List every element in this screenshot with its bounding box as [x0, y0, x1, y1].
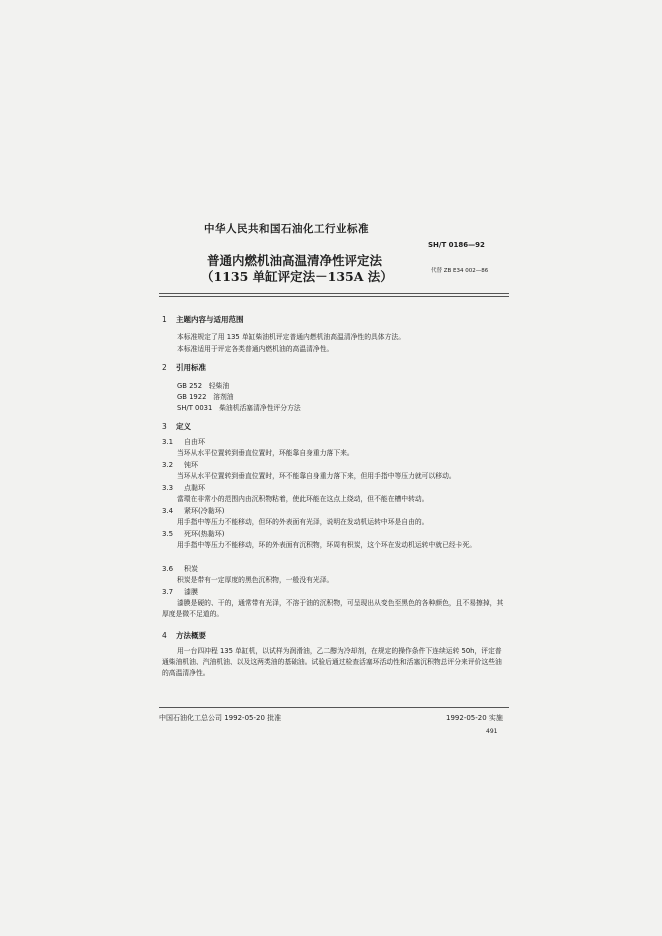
reference-item: GB 1922 溶剂油	[177, 393, 234, 401]
definition-term: 点黏环	[184, 484, 205, 492]
section-title: 方法概要	[176, 631, 206, 640]
implementation-line: 1992-05-20 实施	[446, 714, 503, 722]
definition-text: 當環在非常小的范围内由沉积物粘着，使此环能在这点上绕动，但不能在槽中转动。	[177, 495, 429, 503]
definition-text: 积炭是带有一定厚度的黑色沉积物，一般没有光泽。	[177, 576, 334, 584]
subsection-number: 3.7	[162, 588, 174, 596]
subsection-number: 3.6	[162, 565, 174, 573]
section-2-heading	[162, 362, 206, 373]
definition-3-1-heading	[162, 437, 205, 447]
definition-term: 漆膜	[184, 588, 198, 596]
header-rule-top	[159, 293, 509, 294]
reference-item: GB 252 轻柴油	[177, 382, 230, 390]
definition-3-7-heading	[162, 587, 198, 597]
document-title: 普通内燃机油高温清净性评定法	[207, 253, 383, 268]
section-4-paragraph: 用一台四冲程 135 单缸机，以试样为润滑油，乙二醇为冷却剂，在规定的操作条件下连续运转 50h，评定普通柴油机油、汽油机油、以及这两类油的基础油。试验后通过检查活塞环活动性和活塞沉积物总评分来评价这些油的高温清净性。	[162, 647, 502, 677]
approval-line: 中国石油化工总公司 1992-05-20 批准	[159, 714, 282, 722]
subsection-number: 3.2	[162, 461, 174, 469]
section-1-paragraph-1: 本标准规定了用 135 单缸柴油机评定普通内燃机油高温清净性的具体方法。	[177, 333, 405, 341]
section-number: 4	[162, 631, 167, 640]
standard-code: SH/T 0186—92	[428, 241, 485, 249]
section-number: 1	[162, 315, 167, 324]
replaces-note: 代替 ZB E34 002—86	[431, 268, 489, 274]
section-title: 主题内容与适用范围	[176, 315, 244, 324]
definition-3-4-heading	[162, 506, 224, 516]
subsection-number: 3.1	[162, 438, 174, 446]
section-3-heading	[162, 421, 191, 432]
definition-term: 积炭	[184, 565, 198, 573]
section-1-heading	[162, 314, 244, 325]
definition-term: 钝环	[184, 461, 198, 469]
definition-text: 当环从水平位置转到垂直位置时，环不能靠自身重力落下来，但用手指中等压力就可以移动。	[177, 472, 456, 480]
definition-3-6-heading	[162, 564, 198, 574]
standard-category: 中华人民共和国石油化工行业标准	[204, 223, 369, 235]
document-subtitle: （1135 单缸评定法－135A 法）	[201, 269, 393, 284]
definition-text: 当环从水平位置转到垂直位置时，环能靠自身重力落下来。	[177, 449, 354, 457]
definition-term: 自由环	[184, 438, 205, 446]
definition-text: 用手指中等压力不能移动，但环的外表面有光泽，说明在发动机运转中环是自由的。	[177, 518, 429, 526]
section-number: 3	[162, 422, 167, 431]
reference-item: SH/T 0031 柴油机活塞清净性评分方法	[177, 404, 301, 412]
footer-rule	[159, 707, 509, 708]
page-number: 491	[486, 728, 498, 735]
definition-3-5-heading	[162, 529, 224, 539]
subsection-number: 3.4	[162, 507, 174, 515]
section-1-paragraph-2: 本标准适用于评定各类普通内燃机油的高温清净性。	[177, 345, 334, 353]
section-number: 2	[162, 363, 167, 372]
subsection-number: 3.5	[162, 530, 174, 538]
section-4-heading	[162, 630, 206, 641]
definition-text: 用手指中等压力不能移动，环的外表面有沉积物，环周有积炭，这个环在发动机运转中就已经卡死。	[177, 541, 477, 549]
section-title: 引用标准	[176, 363, 206, 372]
definition-3-3-heading	[162, 483, 205, 493]
header-rule-bottom	[159, 296, 509, 297]
definition-term: 紧环(冷黏环)	[184, 507, 225, 515]
subsection-number: 3.3	[162, 484, 174, 492]
section-title: 定义	[176, 422, 191, 431]
definition-3-2-heading	[162, 460, 198, 470]
definition-text: 漆膜是硬的、干的，通常带有光泽，不溶于油的沉积物，可呈现出从变色至黑色的各种颜色，且不易擦掉，其厚度是微不足道的。	[162, 599, 504, 618]
definition-term: 死环(热黏环)	[184, 530, 225, 538]
